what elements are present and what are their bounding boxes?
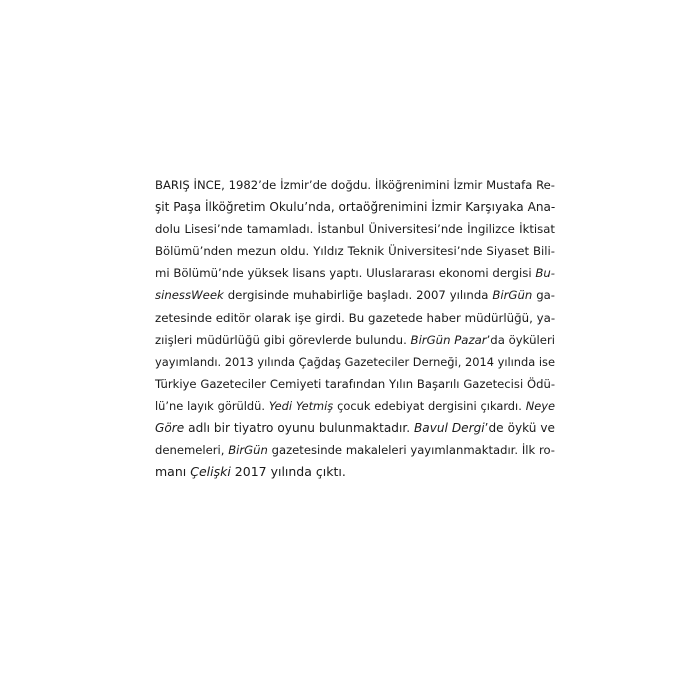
bio-text: ’da öyküleri	[486, 332, 555, 347]
bio-text: şit Paşa İlköğretim Okulu’nda, ortaöğrenimini İzmir Karşıyaka Ana-	[155, 200, 556, 215]
italic-title-text: Yedi Yetmiş	[268, 398, 334, 413]
bio-text: gazetesinde makaleleri yayımlanmaktadır. İlk ro-	[267, 443, 555, 458]
bio-text: çocuk edebiyat dergisini çıkardı.	[333, 398, 526, 413]
bio-text: 2017 yılında çıktı.	[230, 464, 346, 480]
italic-title-text: Bavul Dergi	[414, 421, 485, 436]
bio-text: Bölümü’nden mezun oldu. Yıldız Teknik Üniversitesi’nde Siyaset Bili-	[155, 244, 555, 259]
author-biography	[155, 174, 555, 483]
italic-title-text: Göre	[155, 421, 185, 436]
bio-line	[155, 373, 555, 395]
bio-text: mi Bölümü’nde yüksek lisans yaptı. Uluslararası ekonomi dergisi	[155, 266, 536, 281]
bio-text: dergisinde muhabirliğe başladı. 2007 yılında	[223, 288, 493, 303]
bio-line	[155, 174, 555, 196]
bio-line	[155, 439, 555, 461]
bio-line	[155, 329, 555, 351]
bio-line	[155, 395, 555, 417]
bio-line	[155, 284, 555, 306]
italic-title-text: Neye	[525, 398, 555, 413]
italic-title-text: BirGün	[228, 443, 268, 458]
bio-line	[155, 307, 555, 329]
bio-line	[155, 240, 555, 262]
bio-line	[155, 351, 555, 373]
bio-text: yayımlandı. 2013 yılında Çağdaş Gazeteciler Derneği, 2014 yılında ise	[155, 354, 555, 369]
bio-text: ga-	[532, 288, 555, 303]
italic-title-text: sinessWeek	[155, 288, 224, 303]
bio-text: zıişleri müdürlüğü gibi görevlerde bulundu.	[155, 332, 411, 347]
bio-text: zetesinde editör olarak işe girdi. Bu gazetede haber müdürlüğü, ya-	[155, 310, 556, 325]
bio-text: denemeleri,	[155, 443, 229, 458]
bio-line	[155, 262, 555, 284]
italic-title-text: BirGün Pazar	[410, 332, 487, 347]
bio-text: ’de öykü ve	[484, 421, 555, 436]
italic-title-text: BirGün	[492, 288, 533, 303]
italic-title-text: Çelişki	[190, 464, 231, 480]
bio-line	[155, 218, 555, 240]
bio-text: dolu Lisesi’nde tamamladı. İstanbul Üniversitesi’nde İngilizce İktisat	[155, 222, 555, 237]
bio-text: manı	[155, 464, 191, 480]
bio-text: adlı bir tiyatro oyunu bulunmaktadır.	[184, 421, 415, 436]
bio-text: Türkiye Gazeteciler Cemiyeti tarafından Yılın Başarılı Gazetecisi Ödü-	[155, 376, 555, 391]
bio-text: BARIŞ İNCE, 1982’de İzmir’de doğdu. İlköğrenimini İzmir Mustafa Re-	[155, 178, 555, 192]
bio-line	[155, 417, 555, 439]
bio-text: lü’ne layık görüldü.	[155, 398, 269, 413]
bio-line	[155, 196, 555, 218]
bio-line	[155, 461, 555, 483]
italic-title-text: Bu-	[535, 266, 555, 281]
